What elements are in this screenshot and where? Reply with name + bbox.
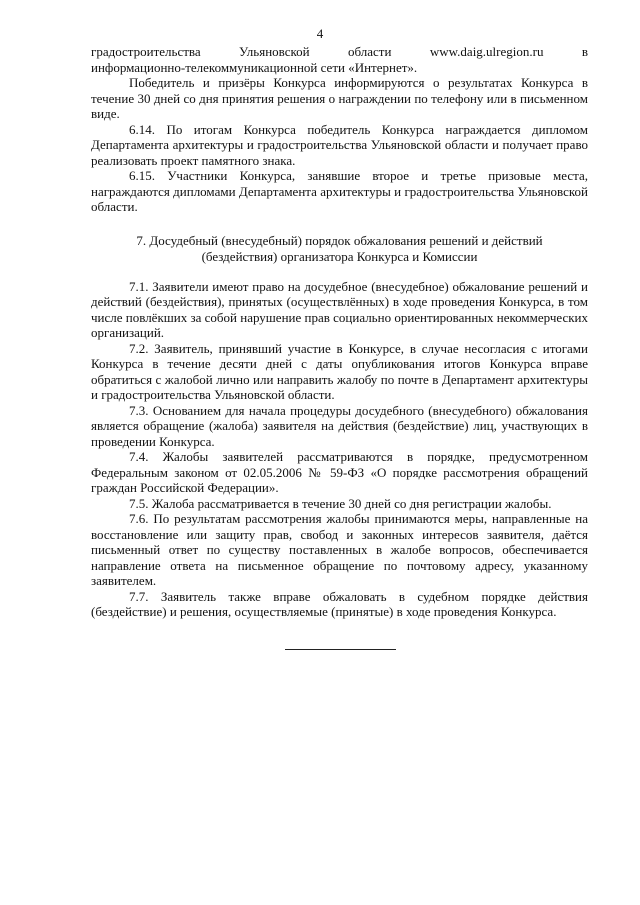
paragraph-7-7: 7.7. Заявитель также вправе обжаловать в судебном порядке действия (бездействие) и решения, осуществляемые (принятые) в ходе проведения Конкурса. xyxy=(91,588,588,619)
paragraph-7-6: 7.6. По результатам рассмотрения жалобы принимаются меры, направленные на восстановление или защиту прав, свобод и законных интересов заявителя, даётся письменный ответ по существу поставленных в жалобе вопросов, обеспечивается направление ответа на письменное обращение по почтовому адресу, указанному заявителем. xyxy=(91,511,588,588)
paragraph-6-14: 6.14. По итогам Конкурса победитель Конкурса награждается дипломом Департамента архитектуры и градостроительства Ульяновской области и получает право реализовать проект памятного знака. xyxy=(91,121,588,168)
paragraph-7-2: 7.2. Заявитель, принявший участие в Конкурсе, в случае несогласия с итогами Конкурса в течение десяти дней с даты опубликования итогов Конкурса вправе обратиться с жалобой лично или направить жалобу по почте в Департамент архитектуры и градостроительства Ульяновской области. xyxy=(91,340,588,402)
section-7-heading xyxy=(91,233,588,265)
page-number: 4 xyxy=(316,26,324,41)
paragraph-6-15: 6.15. Участники Конкурса, занявшие второе и третье призовые места, награждаются дипломами Департамента архитектуры и градостроительства Ульяновской области. xyxy=(91,168,588,214)
paragraph-winners-notification: Победитель и призёры Конкурса информируются о результатах Конкурса в течение 30 дней со дня принятия решения о награждении по телефону или в письменном виде. xyxy=(91,75,588,121)
paragraph-continued-line2: информационно-телекоммуникационной сети «Интернет». xyxy=(91,59,418,75)
paragraph-7-1: 7.1. Заявители имеют право на досудебное (внесудебное) обжалование решений и действий (бездействия), принятых (осуществлённых) в ходе проведения Конкурса, в том числе повлёкших за собой нарушение прав социально ориентированных некоммерческих организаций. xyxy=(91,278,588,340)
section-7-heading-line1: 7. Досудебный (внесудебный) порядок обжалования решений и действий xyxy=(136,232,543,248)
document-body xyxy=(91,44,588,620)
paragraph-continued-line1: градостроительства Ульяновской области www.daig.ulregion.ru в xyxy=(91,44,588,59)
paragraph-7-3: 7.3. Основанием для начала процедуры досудебного (внесудебного) обжалования является обращение (жалоба) заявителя на действия (бездействие) лиц, участвующих в проведении Конкурса. xyxy=(91,402,588,449)
end-of-document-rule xyxy=(285,649,396,650)
paragraph-7-4: 7.4. Жалобы заявителей рассматриваются в порядке, предусмотренном Федеральным законом от 02.05.2006 № 59-ФЗ «О порядке рассмотрения обращений граждан Российской Федерации». xyxy=(91,449,588,495)
paragraph-7-5: 7.5. Жалоба рассматривается в течение 30 дней со дня регистрации жалобы. xyxy=(129,495,552,511)
section-7-heading-line2: (бездействия) организатора Конкурса и Комиссии xyxy=(201,248,478,264)
